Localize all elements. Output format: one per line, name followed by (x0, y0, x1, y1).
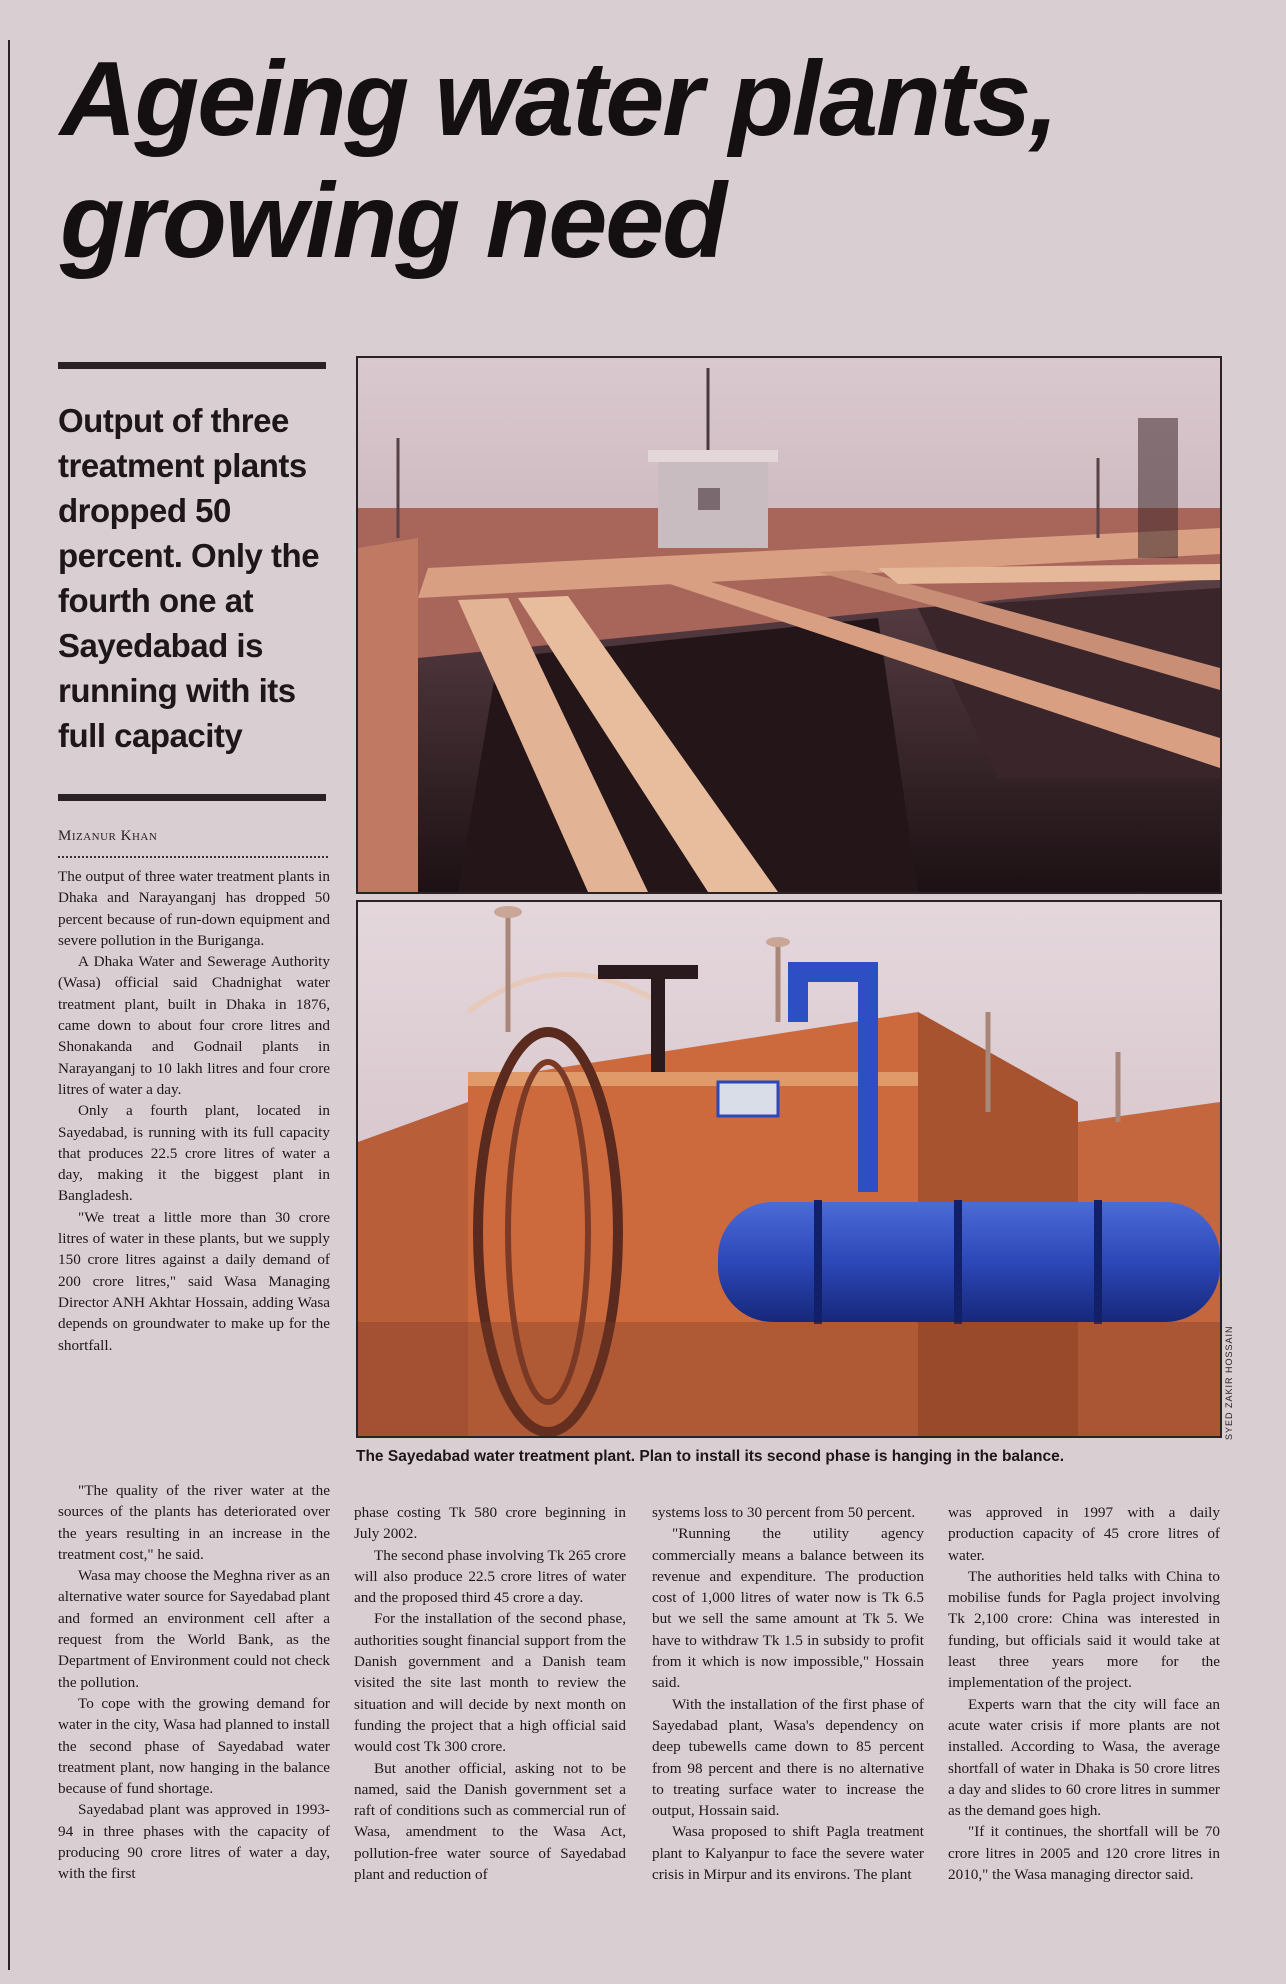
photo-caption: The Sayedabad water treatment plant. Plan to install its second phase is hanging in the balance. (356, 1448, 1064, 1465)
paragraph: "If it continues, the shortfall will be 70 crore litres in 2005 and 120 crore litres in 2010," the Wasa managing director said. (948, 1823, 1220, 1884)
photo-sayedabad-plant (356, 900, 1222, 1438)
basins-illustration (358, 358, 1220, 892)
article-column-1 (58, 866, 330, 1356)
paragraph: To cope with the growing demand for water in the city, Wasa had planned to install the second phase of Sayedabad water treatment plant, now hanging in the balance because of fund shortage. (58, 1694, 330, 1798)
article-column-1-continued (58, 1480, 330, 1885)
paragraph: Experts warn that the city will face an acute water crisis if more plants are not installed. According to Wasa, the average shortfall of water in Dhaka is 50 crore litres a day and slides to 60 crore litres in summer as the demand goes high. (948, 1695, 1220, 1820)
paragraph: Sayedabad plant was approved in 1993-94 in three phases with the capacity of producing 90 crore litres of water a day, with the first (58, 1801, 330, 1883)
paragraph: But another official, asking not to be named, said the Danish government set a raft of conditions such as commercial run of Wasa, amendment to the Wasa Act, pollution-free water source of Sayedabad plant and reduction of (354, 1759, 626, 1884)
photo-credit: SYED ZAKIR HOSSAIN (1224, 1325, 1234, 1440)
plant-illustration (358, 902, 1220, 1436)
deck-top-rule (58, 362, 326, 369)
paragraph: The output of three water treatment plants in Dhaka and Narayanganj has dropped 50 percent because of run-down equipment and severe pollution in the Buriganga. (58, 868, 330, 949)
paragraph: Wasa proposed to shift Pagla treatment plant to Kalyanpur to face the severe water crisis in Mirpur and its environs. The plant (652, 1823, 924, 1884)
paragraph: The second phase involving Tk 265 crore will also produce 22.5 crore litres of water and the proposed third 45 crore a day. (354, 1546, 626, 1607)
photo-treatment-basins (356, 356, 1222, 894)
paragraph: "Running the utility agency commercially means a balance between its revenue and expenditure. The production cost of 1,000 litres of water now is Tk 6.5 but we sell the same amount at Tk 5. We have to withdraw Tk 1.5 in subsidy to profit from it which is now impossible," Hossain said. (652, 1525, 924, 1692)
article-column-4 (948, 1502, 1220, 1885)
paragraph: phase costing Tk 580 crore beginning in July 2002. (354, 1504, 626, 1543)
paragraph: Only a fourth plant, located in Sayedabad, is running with its full capacity that produces 22.5 crore litres of water a day, making it the biggest plant in Bangladesh. (58, 1102, 330, 1205)
paragraph: "The quality of the river water at the sources of the plants has deteriorated over the years resulting in an increase in the treatment cost," he said. (58, 1482, 330, 1563)
deck-bottom-rule (58, 794, 326, 801)
paragraph: For the installation of the second phase, authorities sought financial support from the Danish government and a Danish team visited the site last month to review the situation and will decide by next month on funding the project that a high official said would cost Tk 300 crore. (354, 1610, 626, 1756)
paragraph: Wasa may choose the Meghna river as an alternative water source for Sayedabad plant and formed an environment cell after a request from the World Bank, as the Department of Environment could not check the pollution. (58, 1567, 330, 1691)
deck-summary: Output of three treatment plants dropped 50 percent. Only the fourth one at Sayedabad is running with its full capacity (58, 402, 320, 754)
headline-line-1: Ageing water plants, (60, 40, 1057, 158)
article-column-3 (652, 1502, 924, 1885)
column-rule (8, 40, 10, 1970)
headline (60, 38, 1240, 282)
article-column-2 (354, 1502, 626, 1885)
paragraph: A Dhaka Water and Sewerage Authority (Wasa) official said Chadnighat water treatment plant, built in Dhaka in 1876, came down to about four crore litres and Shonakanda and Godnail plants in Narayanganj to 10 lakh litres and four crore litres of water a day. (58, 953, 330, 1098)
paragraph: systems loss to 30 percent from 50 percent. (652, 1504, 916, 1521)
paragraph: was approved in 1997 with a daily production capacity of 45 crore litres of water. (948, 1504, 1220, 1564)
headline-line-2: growing need (60, 162, 725, 280)
byline-rule (58, 856, 328, 858)
paragraph: The authorities held talks with China to mobilise funds for Pagla project involving Tk 2,100 crore: China was interested in funding, but officials said it would take at least three years more for the implementation of the project. (948, 1567, 1220, 1692)
paragraph: "We treat a little more than 30 crore litres of water in these plants, but we supply 150 crore litres against a daily demand of 200 crore litres," said Wasa Managing Director ANH Akhtar Hossain, adding Wasa depends on groundwater to make up for the shortfall. (58, 1208, 330, 1354)
paragraph: With the installation of the first phase of Sayedabad plant, Wasa's dependency on deep tubewells came down to 85 percent from 98 percent and there is no alternative to treating surface water to increase the output, Hossain said. (652, 1695, 924, 1820)
byline: Mizanur Khan (58, 828, 158, 844)
